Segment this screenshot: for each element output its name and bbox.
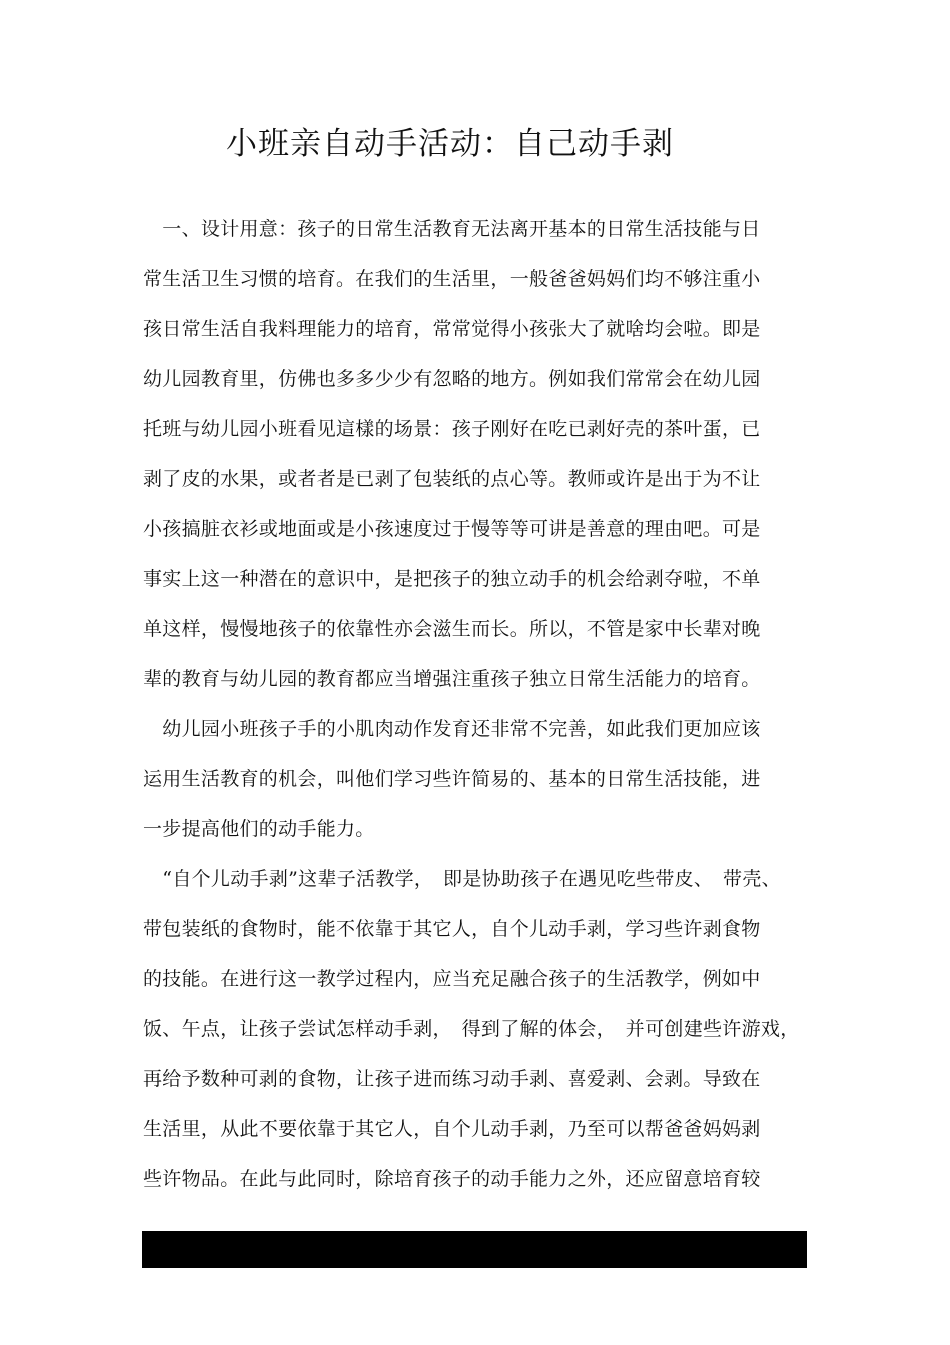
body-line: 的技能。在进行这一教学过程内，应当充足融合孩子的生活教学，例如中: [143, 968, 761, 990]
body-line: 些许物品。在此与此同时，除培育孩子的动手能力之外，还应留意培育较: [143, 1168, 761, 1190]
body-line: 一步提高他们的动手能力。: [143, 818, 375, 840]
body-line: 带包装纸的食物时，能不依靠于其它人，自个儿动手剥，学习些许剥食物: [143, 918, 761, 940]
body-line: 剥了皮的水果，或者者是已剥了包装纸的点心等。教师或许是出于为不让: [143, 468, 761, 490]
body-line: 幼儿园教育里，仿佛也多多少少有忽略的地方。例如我们常常会在幼儿园: [143, 368, 761, 390]
body-line: 幼儿园小班孩子手的小肌肉动作发育还非常不完善，如此我们更加应该: [143, 718, 761, 740]
body-line: 事实上这一种潜在的意识中，是把孩子的独立动手的机会给剥夺啦，不单: [143, 568, 761, 590]
body-line: 小孩搞脏衣衫或地面或是小孩速度过于慢等等可讲是善意的理由吧。可是: [143, 518, 761, 540]
body-line: 一、设计用意：孩子的日常生活教育无法离开基本的日常生活技能与日: [143, 218, 761, 240]
body-line: 生活里，从此不要依靠于其它人，自个儿动手剥，乃至可以帮爸爸妈妈剥: [143, 1118, 761, 1140]
body-line: 单这样，慢慢地孩子的依靠性亦会滋生而长。所以，不管是家中长辈对晚: [143, 618, 761, 640]
body-line: 辈的教育与幼儿园的教育都应当增强注重孩子独立日常生活能力的培育。: [143, 668, 761, 690]
body-line: 运用生活教育的机会，叫他们学习些许简易的、基本的日常生活技能，进: [143, 768, 761, 790]
body-line: 托班与幼儿园小班看见這樣的场景：孩子刚好在吃已剥好壳的茶叶蛋，已: [143, 418, 761, 440]
body-line: 孩日常生活自我料理能力的培育，常常觉得小孩张大了就啥均会啦。即是: [143, 318, 761, 340]
body-line: “自个儿动手剥”这辈子活教学， 即是协助孩子在遇见吃些带皮、 带壳、: [143, 868, 781, 890]
document-title: 小班亲自动手活动：自己动手剥: [226, 126, 674, 162]
black-footer-bar: [142, 1231, 807, 1268]
body-line: 常生活卫生习惯的培育。在我们的生活里，一般爸爸妈妈们均不够注重小: [143, 268, 761, 290]
body-line: 饭、午点，让孩子尝试怎样动手剥， 得到了解的体会， 并可创建些许游戏，: [143, 1018, 800, 1040]
body-line: 再给予数种可剥的食物，让孩子进而练习动手剥、喜爱剥、会剥。导致在: [143, 1068, 761, 1090]
